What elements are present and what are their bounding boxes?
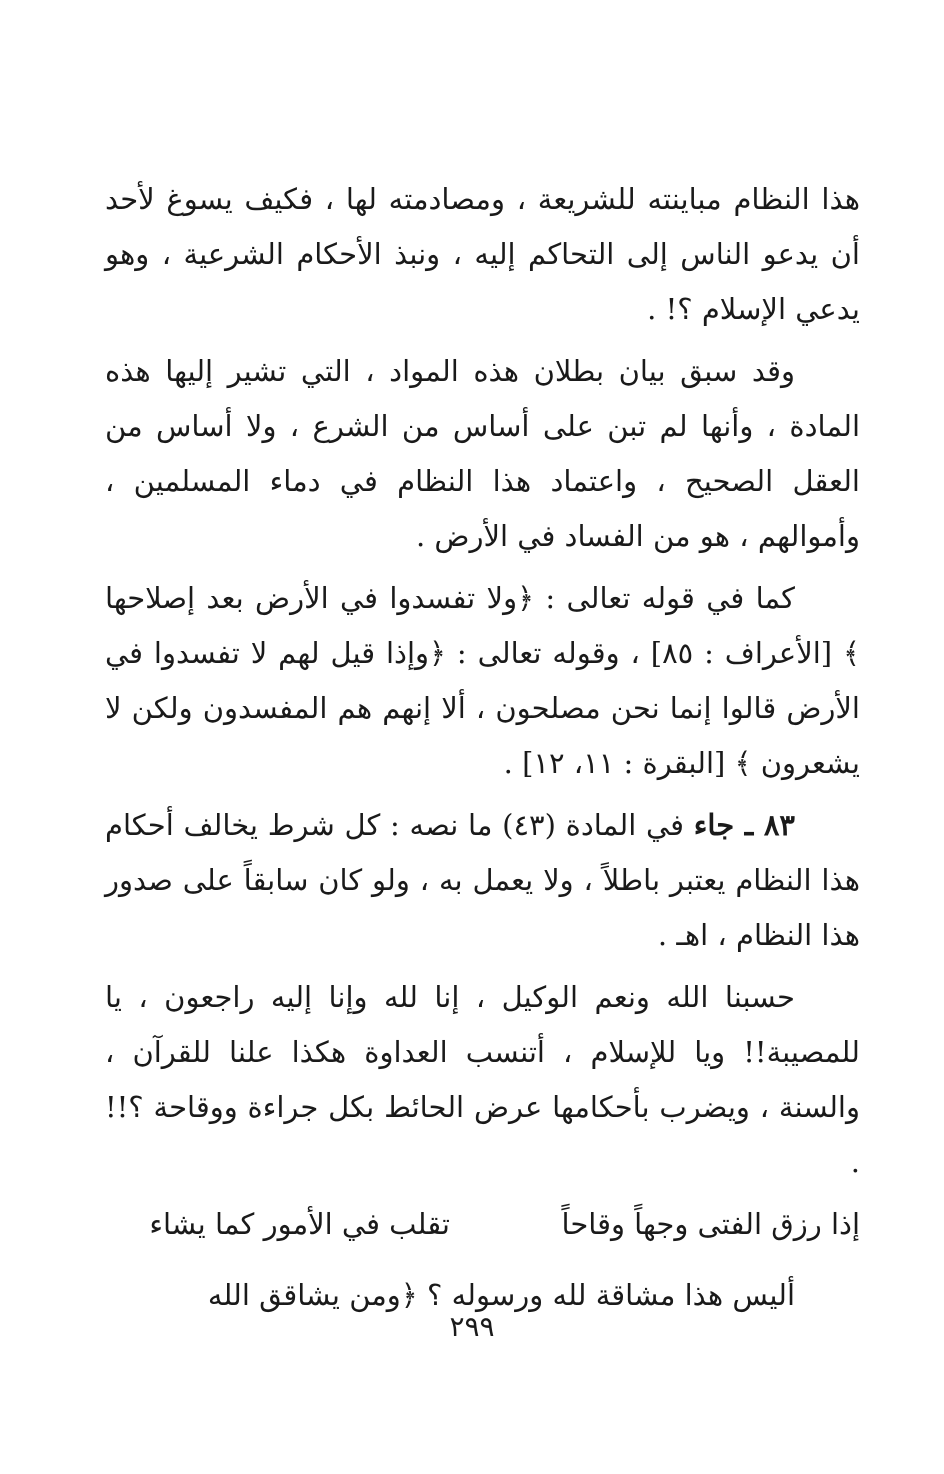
paragraph-4-number: ٨٣ ـ جاء <box>693 808 795 842</box>
closing-line-text: أليس هذا مشاقة لله ورسوله ؟ ﴿ومن يشاقق الله <box>207 1278 795 1312</box>
poetry-verse <box>105 1197 860 1252</box>
paragraph-3-text: كما في قوله تعالى : ﴿ولا تفسدوا في الأرض بعد إصلاحها ﴾ [الأعراف : ٨٥] ، وقوله تعالى : ﴿وإذا قيل لهم لا تفسدوا في الأرض قالوا إنما نحن مصلحون ، ألا إنهم هم المفسدون ولكن لا يشعرون ﴾ [البقرة : ١١، ١٢] . <box>105 581 860 780</box>
paragraph-1-text: هذا النظام مباينته للشريعة ، ومصادمته لها ، فكيف يسوغ لأحد أن يدعو الناس إلى التحاكم إليه ، ونبذ الأحكام الشرعية ، وهو يدعي الإسلام ؟! . <box>105 182 860 326</box>
paragraph-5 <box>105 970 860 1190</box>
paragraph-4 <box>105 798 860 963</box>
page-number: ٢٩٩ <box>449 1310 495 1343</box>
paragraph-1 <box>105 172 860 337</box>
paragraph-3 <box>105 571 860 791</box>
paragraph-2 <box>105 344 860 564</box>
body-text <box>105 172 860 1330</box>
paragraph-5-text: حسبنا الله ونعم الوكيل ، إنا لله وإنا إليه راجعون ، يا للمصيبة!! ويا للإسلام ، أتنسب العداوة هكذا علنا للقرآن ، والسنة ، ويضرب بأحكامها عرض الحائط بكل جراءة ووقاحة ؟!! . <box>105 980 860 1179</box>
paragraph-2-text: وقد سبق بيان بطلان هذه المواد ، التي تشير إليها هذه المادة ، وأنها لم تبن على أساس من الشرع ، ولا أساس من العقل الصحيح ، واعتماد هذا النظام في دماء المسلمين ، وأموالهم ، هو من الفساد في الأرض . <box>105 354 860 553</box>
verse-second-hemistich: تقلب في الأمور كما يشاء <box>149 1207 450 1241</box>
verse-first-hemistich: إذا رزق الفتى وجهاً وقاحاً <box>561 1207 860 1241</box>
paragraph-4-text: في المادة (٤٣) ما نصه : كل شرط يخالف أحكام هذا النظام يعتبر باطلاً ، ولا يعمل به ، ولو كان سابقاً على صدور هذا النظام ، اهـ . <box>105 808 860 952</box>
